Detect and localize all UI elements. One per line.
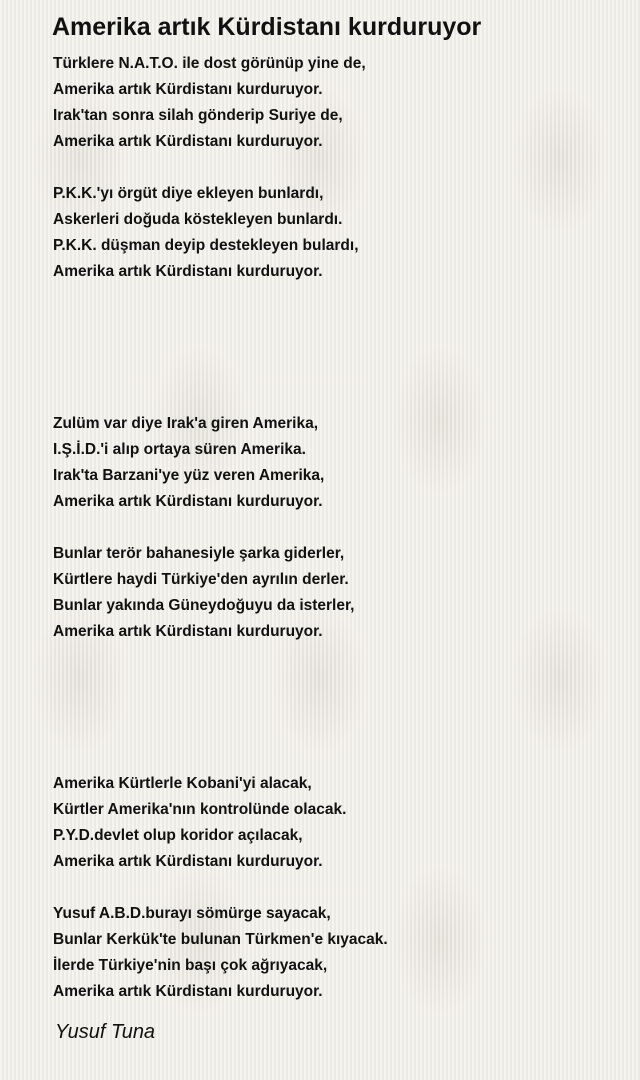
poem-line: Bunlar yakında Güneydoğuyu da isterler, [53, 597, 355, 614]
poem-line: Zulüm var diye Irak'a giren Amerika, [53, 415, 318, 432]
stanza [53, 411, 324, 515]
poem-line: P.K.K. düşman deyip destekleyen bulardı, [53, 237, 359, 254]
poem-line: Bunlar Kerkük'te bulunan Türkmen'e kıyacak. [53, 931, 388, 948]
poem-line: Irak'tan sonra silah gönderip Suriye de, [53, 107, 343, 124]
poem-line: P.K.K.'yı örgüt diye ekleyen bunlardı, [53, 185, 324, 202]
author-name: Yusuf Tuna [55, 1021, 156, 1043]
stanza [53, 51, 366, 155]
poem-line: P.Y.D.devlet olup koridor açılacak, [53, 827, 303, 844]
poem-line: Amerika artık Kürdistanı kurduruyor. [53, 853, 323, 870]
poem-line: İlerde Türkiye'nin başı çok ağrıyacak, [53, 957, 328, 974]
stanza [53, 181, 359, 285]
poem-line: I.Ş.İ.D.'i alıp ortaya süren Amerika. [53, 441, 306, 458]
poem-line: Amerika artık Kürdistanı kurduruyor. [53, 263, 323, 280]
poem-title: Amerika artık Kürdistanı kurduruyor [52, 13, 482, 41]
poem-line: Amerika artık Kürdistanı kurduruyor. [53, 81, 323, 98]
poem-line: Amerika artık Kürdistanı kurduruyor. [53, 133, 323, 150]
poem-line: Amerika artık Kürdistanı kurduruyor. [53, 493, 323, 510]
stanza [53, 901, 388, 1005]
stanza [53, 771, 346, 875]
poem-line: Kürtler Amerika'nın kontrolünde olacak. [53, 801, 347, 818]
poem-line: Bunlar terör bahanesiyle şarka giderler, [53, 545, 345, 562]
poem-line: Türklere N.A.T.O. ile dost görünüp yine de, [53, 55, 366, 72]
poem-line: Kürtlere haydi Türkiye'den ayrılın derler. [53, 571, 349, 588]
poem-line: Amerika artık Kürdistanı kurduruyor. [53, 623, 323, 640]
poem-line: Amerika Kürtlerle Kobani'yi alacak, [53, 775, 312, 792]
poem-line: Yusuf A.B.D.burayı sömürge sayacak, [53, 905, 331, 922]
poem-line: Irak'ta Barzani'ye yüz veren Amerika, [53, 467, 325, 484]
poem-line: Amerika artık Kürdistanı kurduruyor. [53, 983, 323, 1000]
stanza [53, 541, 354, 645]
poem-line: Askerleri doğuda köstekleyen bunlardı. [53, 211, 343, 228]
